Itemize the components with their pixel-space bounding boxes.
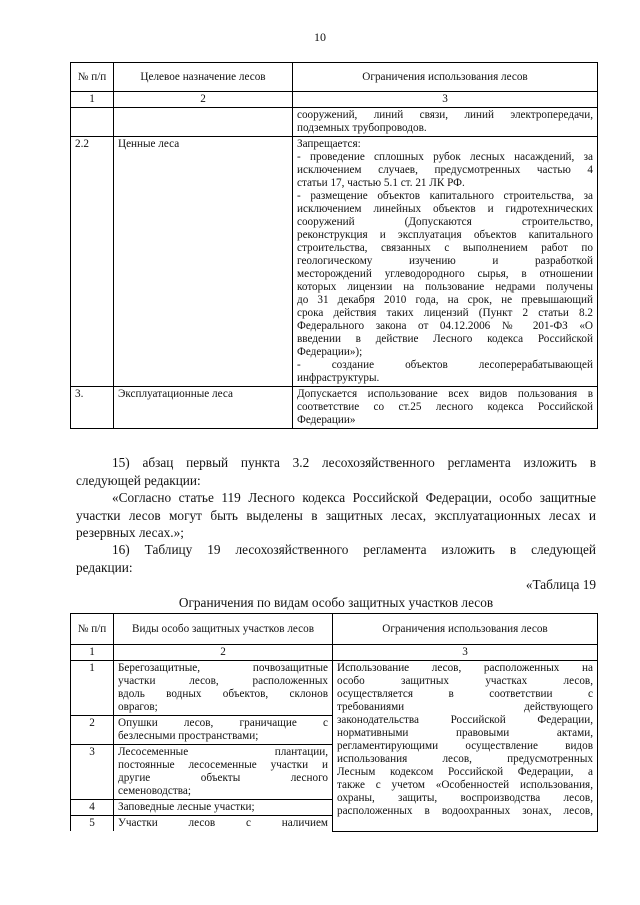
text-line: оврагов; <box>118 701 158 713</box>
text-line: Федерации» <box>297 414 356 426</box>
text-line: «Согласно статье 119 Лесного кодекса Российской Федерации, особо защитные <box>112 490 596 505</box>
text-line: использования лесов, предусмотренных <box>337 753 593 765</box>
text-line: 15) абзац первый пункта 3.2 лесохозяйственного регламента изложить в <box>112 455 596 470</box>
forest-purpose-table <box>70 62 598 429</box>
text-line: безлесными пространствами; <box>118 730 259 742</box>
text-line: Лесным кодексом Российской Федерации, а <box>337 766 593 778</box>
text-line: до 31 декабря 2010 года, на срок, не превышающий <box>297 294 593 306</box>
text-line: исключением случаев, предусмотренных частью 4 <box>297 164 593 176</box>
cell-area-type <box>114 800 333 816</box>
cell-num: 3 <box>71 745 114 800</box>
text-line: инфраструктуры. <box>297 372 380 384</box>
text-line: участки лесов могут быть выделены в защитных лесах, эксплуатационных лесах и <box>76 507 596 523</box>
cell-area-type <box>114 816 333 832</box>
column-numbers-row <box>71 92 598 108</box>
text-line: введении в действие Лесного кодекса Российской <box>297 333 593 345</box>
cell-purpose: Ценные леса <box>114 137 293 387</box>
text-line: Опушки лесов, граничащие с <box>118 717 328 729</box>
text-line: Допускается использование всех видов пользования в <box>297 388 593 400</box>
text-line: регламентирующими осуществление видов <box>337 740 593 752</box>
col-number: 3 <box>333 645 598 661</box>
cell-num: 1 <box>71 661 114 716</box>
col-number: 1 <box>71 92 114 108</box>
table-row <box>71 387 598 429</box>
protective-areas-table <box>70 613 598 832</box>
header-num: № п/п <box>71 63 114 92</box>
text-line: подземных трубопроводов. <box>297 122 427 134</box>
text-line: резервных лесах.»; <box>76 525 184 540</box>
cell-num: 5 <box>71 816 114 832</box>
text-line: месторождений углеводородного сырья, в отношении <box>297 268 593 280</box>
text-line: которых лицензии на пользование недрами получены <box>297 281 593 293</box>
header-restrictions: Ограничения использования лесов <box>333 614 598 645</box>
header-num: № п/п <box>71 614 114 645</box>
text-line: законодательства Российской Федерации, <box>337 714 593 726</box>
text-line: статьи 17, частью 5.1 ст. 21 ЛК РФ. <box>297 177 465 189</box>
table-header-row <box>71 63 598 92</box>
text-line: нормативными правовыми актами, <box>337 727 593 739</box>
table-row <box>71 137 598 387</box>
paragraph-15 <box>76 454 596 489</box>
text-line: Берегозащитные, почвозащитные <box>118 662 328 674</box>
cell-num: 3. <box>71 387 114 429</box>
table-title: Ограничения по видам особо защитных участков лесов <box>178 595 494 610</box>
header-area-types: Виды особо защитных участков лесов <box>114 614 333 645</box>
cell-empty <box>114 108 293 137</box>
text-line: - создание объектов лесоперерабатывающей <box>297 359 593 371</box>
table-row <box>71 108 598 137</box>
text-line: исключением линейных объектов и гидротехнических <box>297 203 593 215</box>
text-line: Федерации»); <box>297 346 363 358</box>
cell-restriction <box>293 108 598 137</box>
text-line: семеноводства; <box>118 785 191 797</box>
text-line: сооружений (Допускаются строительство, <box>297 216 593 228</box>
cell-restriction <box>293 387 598 429</box>
cell-purpose: Эксплуатационные леса <box>114 387 293 429</box>
cell-area-type <box>114 661 333 716</box>
column-numbers-row <box>71 645 598 661</box>
text-line: Использование лесов, расположенных на <box>337 662 593 674</box>
col-number: 2 <box>114 92 293 108</box>
text-line: Участки лесов с наличием <box>118 817 328 829</box>
col-number: 1 <box>71 645 114 661</box>
cell-num: 2.2 <box>71 137 114 387</box>
page-number: 10 <box>314 30 326 44</box>
cell-num: 4 <box>71 800 114 816</box>
table-row <box>71 661 598 716</box>
text-line: требованиями действующего <box>337 701 593 713</box>
col-number: 2 <box>114 645 333 661</box>
text-line: участки лесов, расположенных <box>118 675 328 687</box>
text-line: строительства, связанных с выполнением работ по <box>297 242 593 254</box>
cell-area-type <box>114 716 333 745</box>
table-label: «Таблица 19 <box>525 577 596 592</box>
text-line: другие объекты лесного <box>118 772 328 784</box>
cell-num: 2 <box>71 716 114 745</box>
text-line: реконструкция и эксплуатация объектов капитального <box>297 229 593 241</box>
quote-paragraph <box>76 489 596 542</box>
text-line: Заповедные лесные участки; <box>118 801 255 813</box>
text-line: срока действия таких лицензий (Пункт 2 статьи 8.2 <box>297 307 593 319</box>
text-line: 16) Таблицу 19 лесохозяйственного регламента изложить в следующей <box>112 542 596 557</box>
cell-area-type <box>114 745 333 800</box>
text-line: вдоль водных объектов, склонов <box>118 688 328 700</box>
paragraph-16 <box>76 541 596 576</box>
text-line: постоянные лесосеменные участки и <box>118 759 328 771</box>
text-line: редакции: <box>76 559 133 575</box>
cell-restriction-merged <box>333 661 598 832</box>
header-restrictions: Ограничения использования лесов <box>293 63 598 92</box>
cell-restriction <box>293 137 598 387</box>
text-line: геологическому изучению и разработкой <box>297 255 593 267</box>
text-line: следующей редакции: <box>76 472 201 488</box>
text-line: Лесосеменные плантации, <box>118 746 328 758</box>
text-line: - проведение сплошных рубок лесных насаждений, за <box>297 151 593 163</box>
text-line: Запрещается: <box>297 138 361 150</box>
text-line: особо защитных участках лесов, <box>337 675 593 687</box>
table-header-row <box>71 614 598 645</box>
text-line: осуществляется в соответствии с <box>337 688 593 700</box>
text-line: расположенных в водоохранных зонах, лесов, <box>337 805 593 817</box>
text-line: - размещение объектов капитального строительства, за <box>297 190 593 202</box>
text-line: также с учетом «Особенностей использования, <box>337 779 593 791</box>
text-line: соответствие со ст.25 лесного кодекса Российской <box>297 401 593 413</box>
cell-empty <box>71 108 114 137</box>
text-line: сооружений, линий связи, линий электропередачи, <box>297 109 593 121</box>
text-line: охраны, защиты, воспроизводства лесов, <box>337 792 593 804</box>
text-line: Федерального закона от 04.12.2006 № 201-ФЗ «О <box>297 320 593 332</box>
header-purpose: Целевое назначение лесов <box>114 63 293 92</box>
col-number: 3 <box>293 92 598 108</box>
